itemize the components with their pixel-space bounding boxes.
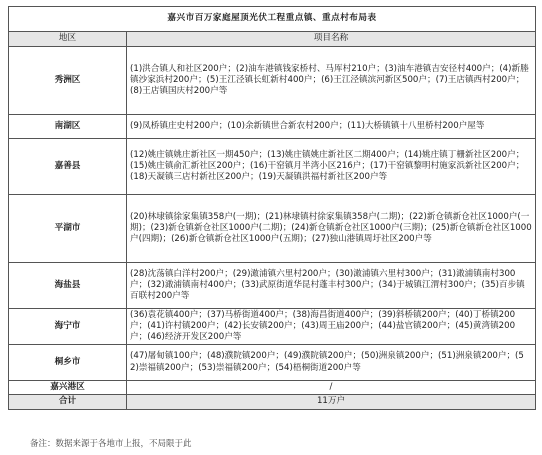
region-cell: 嘉善县: [9, 139, 127, 195]
table-row: [9, 139, 536, 195]
items-cell: (20)林埭镇徐家集镇358户(一期)；(21)林埭镇村徐家集镇358户(二期)；(22)新仓镇新仓社区1000户(一期)；(23)新仓镇新仓社区1000户(二期)；(24)新仓镇新仓社区1000户(三期)；(25)新仓镇新仓社区1000户(四期)；(26)新仓镇新仓社区1000户(五期)；(27)独山港镇周圩社区200户等: [127, 195, 536, 263]
items-cell: /: [127, 381, 536, 395]
layout-table: [8, 6, 536, 410]
table-row: [9, 195, 536, 263]
region-cell: 海宁市: [9, 309, 127, 345]
region-cell: 桐乡市: [9, 345, 127, 381]
items-cell: (12)姚庄镇姚庄新社区一期450户；(13)姚庄镇姚庄新社区二期400户；(14)姚庄镇丁栅新社区200户；(15)姚庄镇俞汇新社区200户；(16)干窑镇月半湾小区216户；(17)干窑镇黎明村施家浜新社区200户；(18)天凝镇三店村新社区200户；(19)天凝镇洪福村新社区200户等: [127, 139, 536, 195]
region-cell: 南湖区: [9, 115, 127, 139]
table-row: [9, 263, 536, 309]
table-row: [9, 47, 536, 115]
region-cell: 平湖市: [9, 195, 127, 263]
table-row: [9, 115, 536, 139]
total-label: 合计: [9, 395, 127, 410]
table-row: [9, 381, 536, 395]
footnote: 备注：数据来源于各地市上报，不局限于此: [30, 439, 192, 449]
table-row: [9, 309, 536, 345]
header-items: 项目名称: [127, 32, 536, 47]
items-cell: (28)沈荡镇白洋村200户；(29)澉浦镇六里村200户；(30)澉浦镇六里村300户；(31)澉浦镇南村300户；(32)澉浦镇南村400户；(33)武原街道华昆村蓬丰村300户；(34)于城镇江渭村300户；(35)百步镇百联村200户等: [127, 263, 536, 309]
table-row: [9, 345, 536, 381]
items-cell: (47)屠甸镇100户；(48)濮院镇200户；(49)濮院镇200户；(50)洲泉镇200户；(51)洲泉镇200户；(52)崇福镇200户；(53)崇福镇200户；(54)梧桐街道200户等: [127, 345, 536, 381]
region-cell: 海盐县: [9, 263, 127, 309]
total-value: 11万户: [127, 395, 536, 410]
items-cell: (36)袁花镇400户；(37)马桥街道400户；(38)海昌街道400户；(39)斜桥镇200户；(40)丁桥镇200户；(41)许村镇200户；(42)长安镇200户；(43)周王庙200户；(44)盐官镇200户；(45)黄湾镇200户；(46)经济开发区200户等: [127, 309, 536, 345]
header-region: 地区: [9, 32, 127, 47]
region-cell: 嘉兴港区: [9, 381, 127, 395]
items-cell: (1)洪合镇人和社区200户；(2)油车港镇钱家桥村、马厍村210户；(3)油车港镇吉安径村400户；(4)新塍镇沙家浜村200户；(5)王江泾镇长虹新村400户；(6)王江泾镇滨河新区500户；(7)王店镇西村200户；(8)王店镇国庆村200户等: [127, 47, 536, 115]
region-cell: 秀洲区: [9, 47, 127, 115]
total-row: [9, 395, 536, 410]
items-cell: (9)凤桥镇庄史村200户；(10)余新镇世合新农村200户；(11)大桥镇镇十八里桥村200户屋等: [127, 115, 536, 139]
table-title: 嘉兴市百万家庭屋顶光伏工程重点镇、重点村布局表: [9, 7, 536, 32]
